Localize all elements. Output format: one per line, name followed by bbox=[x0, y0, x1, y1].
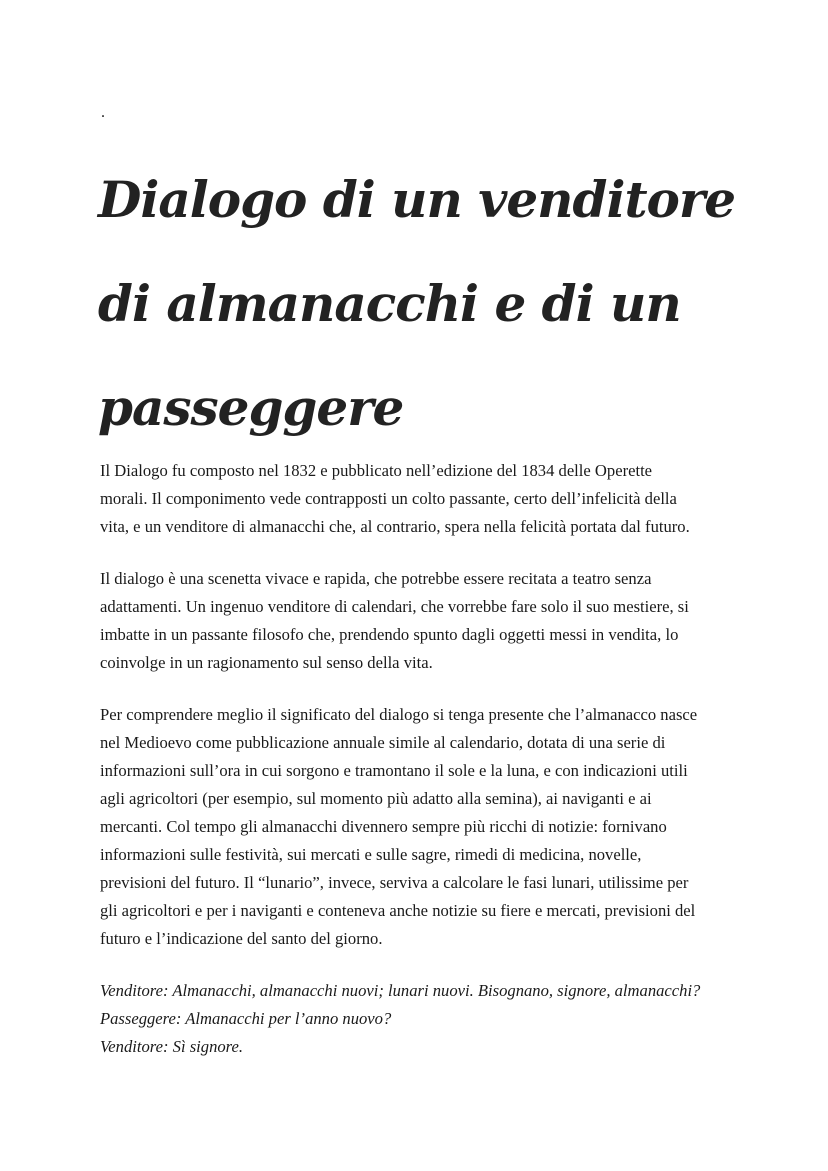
text-line: coinvolge in un ragionamento sul senso della vita. bbox=[100, 653, 433, 672]
text-line: imbatte in un passante filosofo che, prendendo spunto dagli oggetti messi in vendita, lo bbox=[100, 625, 679, 644]
text-line: morali. Il componimento vede contrapposti un colto passante, certo dell’infelicità della bbox=[100, 489, 677, 508]
dialog-line: Venditore: Sì signore. bbox=[100, 1037, 244, 1056]
page-marker: . bbox=[101, 104, 105, 121]
dialog-line: Venditore: Almanacchi, almanacchi nuovi; lunari nuovi. Bisognano, signore, almanacchi? bbox=[100, 981, 701, 1000]
text-line: previsioni del futuro. Il “lunario”, invece, serviva a calcolare le fasi lunari, utilissime per bbox=[100, 873, 689, 892]
dialog-line: Passeggere: Almanacchi per l’anno nuovo? bbox=[100, 1009, 392, 1028]
text-line: Per comprendere meglio il significato del dialogo si tenga presente che l’almanacco nasce bbox=[100, 705, 698, 724]
dialog-excerpt bbox=[100, 977, 740, 1061]
text-line: futuro e l’indicazione del santo del giorno. bbox=[100, 929, 383, 948]
paragraph-context bbox=[100, 701, 740, 953]
text-line: informazioni sull’ora in cui sorgono e tramontano il sole e la luna, e con indicazioni utili bbox=[100, 761, 688, 780]
title-line: Dialogo di un venditore bbox=[98, 170, 736, 229]
text-line: agli agricoltori (per esempio, sul momento più adatto alla semina), ai naviganti e ai bbox=[100, 789, 652, 808]
text-line: vita, e un venditore di almanacchi che, al contrario, spera nella felicità portata dal futuro. bbox=[100, 517, 690, 536]
text-line: Il dialogo è una scenetta vivace e rapida, che potrebbe essere recitata a teatro senza bbox=[100, 569, 652, 588]
text-line: nel Medioevo come pubblicazione annuale simile al calendario, dotata di una serie di bbox=[100, 733, 666, 752]
text-line: Il Dialogo fu composto nel 1832 e pubblicato nell’edizione del 1834 delle Operette bbox=[100, 461, 653, 480]
text-line: informazioni sulle festività, sui mercati e sulle sagre, rimedi di medicina, novelle, bbox=[100, 845, 642, 864]
text-line: adattamenti. Un ingenuo venditore di calendari, che vorrebbe fare solo il suo mestiere, si bbox=[100, 597, 689, 616]
title-line: passeggere bbox=[98, 378, 404, 437]
text-line: mercanti. Col tempo gli almanacchi divennero sempre più ricchi di notizie: fornivano bbox=[100, 817, 667, 836]
paragraph-intro bbox=[100, 457, 740, 541]
text-line: gli agricoltori e per i naviganti e conteneva anche notizie su fiere e mercati, previsioni del bbox=[100, 901, 696, 920]
document-body bbox=[100, 457, 740, 1061]
paragraph-description bbox=[100, 565, 740, 677]
title-line: di almanacchi e di un bbox=[98, 274, 681, 333]
page-title bbox=[98, 148, 778, 460]
